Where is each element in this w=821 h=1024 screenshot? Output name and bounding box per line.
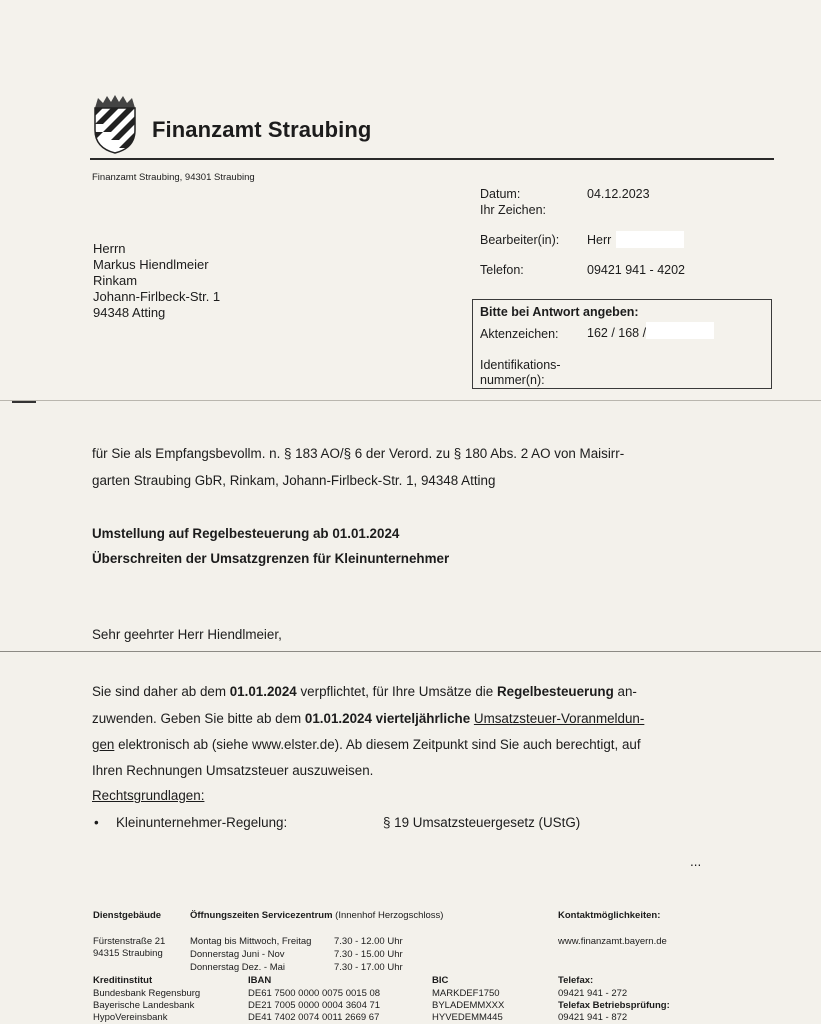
footer-fax-audit-label: Telefax Betriebsprüfung: xyxy=(558,1000,670,1011)
footer-hours-days: Montag bis Mittwoch, Freitag xyxy=(190,936,312,947)
recipient-salutation: Herrn xyxy=(93,241,126,256)
subject-line-2: Überschreiten der Umsatzgrenzen für Kleinunternehmer xyxy=(92,551,450,566)
footer-hours-label: Öffnungszeiten Servicezentrum xyxy=(190,910,333,921)
footer-bic-label: BIC xyxy=(432,975,449,986)
footer-fax-label: Telefax: xyxy=(558,975,594,986)
footer-street: Fürstenstraße 21 xyxy=(93,936,166,947)
footer-bank-iban: DE21 7005 0000 0004 3604 71 xyxy=(248,1000,381,1011)
footer-building-label: Dienstgebäude xyxy=(93,910,162,921)
legal-bullet: • xyxy=(94,815,99,830)
phone-value: 09421 941 - 4202 xyxy=(587,263,686,277)
bavarian-crest-icon xyxy=(92,94,138,154)
footer-hours-days: Donnerstag Juni - Nov xyxy=(190,949,285,960)
recipient-street: Johann-Firlbeck-Str. 1 xyxy=(93,289,221,304)
paragraph-text: verpflichtet, für Ihre Umsätze die xyxy=(296,684,497,699)
footer-bank-name: Bayerische Landesbank xyxy=(93,1000,195,1011)
footer-hours-time: 7.30 - 12.00 Uhr xyxy=(334,936,403,947)
legal-item-label: Kleinunternehmer-Regelung: xyxy=(116,815,288,830)
legal-item-value: § 19 Umsatzsteuergesetz (UStG) xyxy=(383,815,581,830)
fold-mark xyxy=(12,401,36,403)
footer-bank-iban: DE61 7500 0000 0075 0015 08 xyxy=(248,988,381,999)
file-number-value: 162 / 168 / xyxy=(587,326,647,340)
fold-line-top xyxy=(0,400,821,401)
recipient-place: Rinkam xyxy=(93,273,138,288)
your-ref-label: Ihr Zeichen: xyxy=(480,203,547,217)
paragraph-line-4: Ihren Rechnungen Umsatzsteuer auszuweisen. xyxy=(92,763,374,778)
footer-city: 94315 Straubing xyxy=(93,948,163,959)
paragraph-underlined: Umsatzsteuer-Voranmeldun- xyxy=(473,711,645,726)
paragraph-text: zuwenden. Geben Sie bitte ab dem xyxy=(92,711,305,726)
paragraph-underlined: gen xyxy=(92,737,115,752)
fold-line-bottom xyxy=(0,651,821,652)
paragraph-text: Sie sind daher ab dem xyxy=(92,684,230,699)
footer-contact-label: Kontaktmöglichkeiten: xyxy=(558,910,661,921)
redaction-clerk-name xyxy=(616,231,684,248)
redaction-file-number xyxy=(646,322,714,339)
footer-hours-time: 7.30 - 17.00 Uhr xyxy=(334,962,403,973)
id-number-label-1: Identifikations- xyxy=(480,358,561,372)
footer-bank-label: Kreditinstitut xyxy=(93,975,153,986)
paragraph-date: 01.01.2024 xyxy=(229,684,297,699)
sender-line: Finanzamt Straubing, 94301 Straubing xyxy=(92,172,255,183)
clerk-value: Herr xyxy=(587,233,612,247)
footer-hours-time: 7.30 - 15.00 Uhr xyxy=(334,949,403,960)
footer-website-link[interactable]: www.finanzamt.bayern.de xyxy=(558,936,667,947)
footer-fax-value: 09421 941 - 272 xyxy=(558,988,628,999)
paragraph-line-3 xyxy=(92,737,641,752)
greeting: Sehr geehrter Herr Hiendlmeier, xyxy=(92,627,282,642)
footer-bank-name: HypoVereinsbank xyxy=(93,1012,168,1023)
paragraph-line-1 xyxy=(92,684,637,699)
paragraph-emphasis: 01.01.2024 vierteljährliche xyxy=(304,711,471,726)
paragraph-text: an- xyxy=(613,684,637,699)
intro-line-2: garten Straubing GbR, Rinkam, Johann-Firlbeck-Str. 1, 94348 Atting xyxy=(92,473,496,488)
reference-box-title: Bitte bei Antwort angeben: xyxy=(480,305,639,319)
footer-fax-audit-value: 09421 941 - 872 xyxy=(558,1012,628,1023)
subject-line-1: Umstellung auf Regelbesteuerung ab 01.01.2024 xyxy=(92,526,400,541)
date-label: Datum: xyxy=(480,187,521,201)
paragraph-line-2 xyxy=(92,711,644,726)
recipient-name: Markus Hiendlmeier xyxy=(93,257,209,272)
header-rule xyxy=(90,158,774,160)
id-number-label-2: nummer(n): xyxy=(480,373,545,387)
paragraph-text: elektronisch ab (siehe www.elster.de). Ab diesem Zeitpunkt sind Sie auch berechtigt, auf xyxy=(114,737,641,752)
date-value: 04.12.2023 xyxy=(587,187,650,201)
legal-heading: Rechtsgrundlagen: xyxy=(92,788,205,803)
footer-bank-bic: MARKDEF1750 xyxy=(432,988,500,999)
footer-bank-bic: BYLADEMMXXX xyxy=(432,1000,505,1011)
footer-iban-label: IBAN xyxy=(248,975,272,986)
intro-line-1: für Sie als Empfangsbevollm. n. § 183 AO/§ 6 der Verord. zu § 180 Abs. 2 AO von Maisirr- xyxy=(92,446,625,461)
footer-bank-name: Bundesbank Regensburg xyxy=(93,988,201,999)
recipient-city: 94348 Atting xyxy=(93,305,166,320)
footer-hours-heading xyxy=(190,910,443,921)
paragraph-emphasis: Regelbesteuerung xyxy=(496,684,614,699)
footer-hours-note: (Innenhof Herzogschloss) xyxy=(332,910,444,921)
footer-bank-bic: HYVEDEMM445 xyxy=(432,1012,503,1023)
file-number-label: Aktenzeichen: xyxy=(480,327,559,341)
continuation-mark: ... xyxy=(690,854,702,869)
footer-hours-days: Donnerstag Dez. - Mai xyxy=(190,962,286,973)
office-name: Finanzamt Straubing xyxy=(152,117,372,142)
phone-label: Telefon: xyxy=(480,263,524,277)
footer-bank-iban: DE41 7402 0074 0011 2669 67 xyxy=(248,1012,380,1023)
clerk-label: Bearbeiter(in): xyxy=(480,233,560,247)
